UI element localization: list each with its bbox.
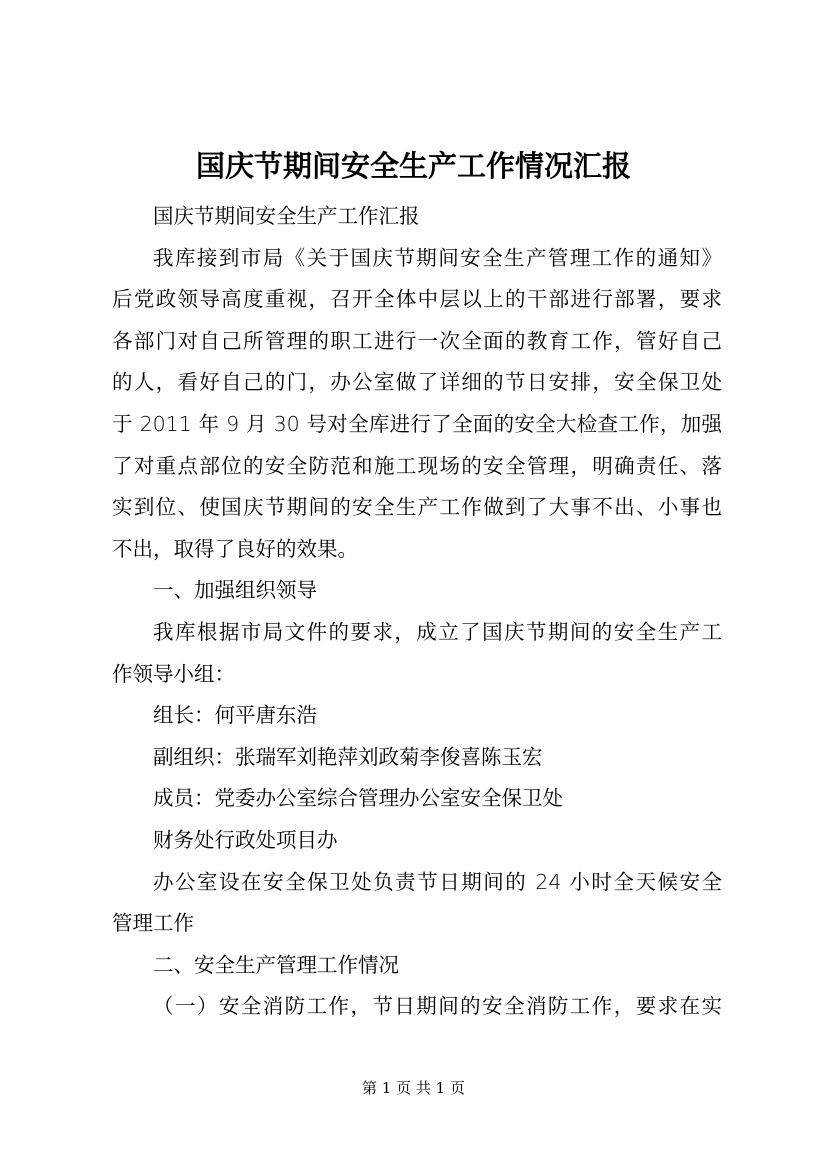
body-line: 作领导小组： (112, 661, 235, 686)
body-line: 了对重点部位的安全防范和施工现场的安全管理，明确责任、落 (112, 453, 722, 478)
body-line: 办公室设在安全保卫处负责节日期间的 24 小时全天候安全 (153, 869, 722, 894)
body-line: 实到位、使国庆节期间的安全生产工作做到了大事不出、小事也 (112, 495, 722, 520)
body-line: 副组织：张瑞军刘艳萍刘政菊李俊喜陈玉宏 (153, 744, 543, 769)
body-line: 不出，取得了良好的效果。 (112, 536, 358, 561)
body-line: 国庆节期间安全生产工作汇报 (153, 204, 420, 228)
body-line: 二、安全生产管理工作情况 (153, 952, 399, 977)
body-line: 我库根据市局文件的要求，成立了国庆节期间的安全生产工 (153, 619, 722, 644)
body-line: 的人，看好自己的门，办公室做了详细的节日安排，安全保卫处 (112, 370, 722, 395)
body-line: 于 2011 年 9 月 30 号对全库进行了全面的安全大检查工作，加强 (112, 411, 722, 436)
body-line: （一）安全消防工作，节日期间的安全消防工作，要求在实 (153, 994, 722, 1019)
document-body (112, 196, 722, 1028)
body-line: 后党政领导高度重视，召开全体中层以上的干部进行部署，要求 (112, 287, 722, 312)
body-line: 组长：何平唐东浩 (153, 703, 317, 728)
body-line: 一、加强组织领导 (153, 578, 317, 603)
body-line: 成员：党委办公室综合管理办公室安全保卫处 (153, 786, 563, 811)
document-title: 国庆节期间安全生产工作情况汇报 (195, 149, 631, 183)
body-line: 各部门对自己所管理的职工进行一次全面的教育工作，管好自己 (112, 328, 722, 353)
page-footer: 第 1 页 共 1 页 (362, 1079, 465, 1097)
body-line: 我库接到市局《关于国庆节期间安全生产管理工作的通知》 (153, 245, 722, 270)
body-line: 财务处行政处项目办 (153, 827, 338, 852)
body-line: 管理工作 (112, 911, 194, 936)
